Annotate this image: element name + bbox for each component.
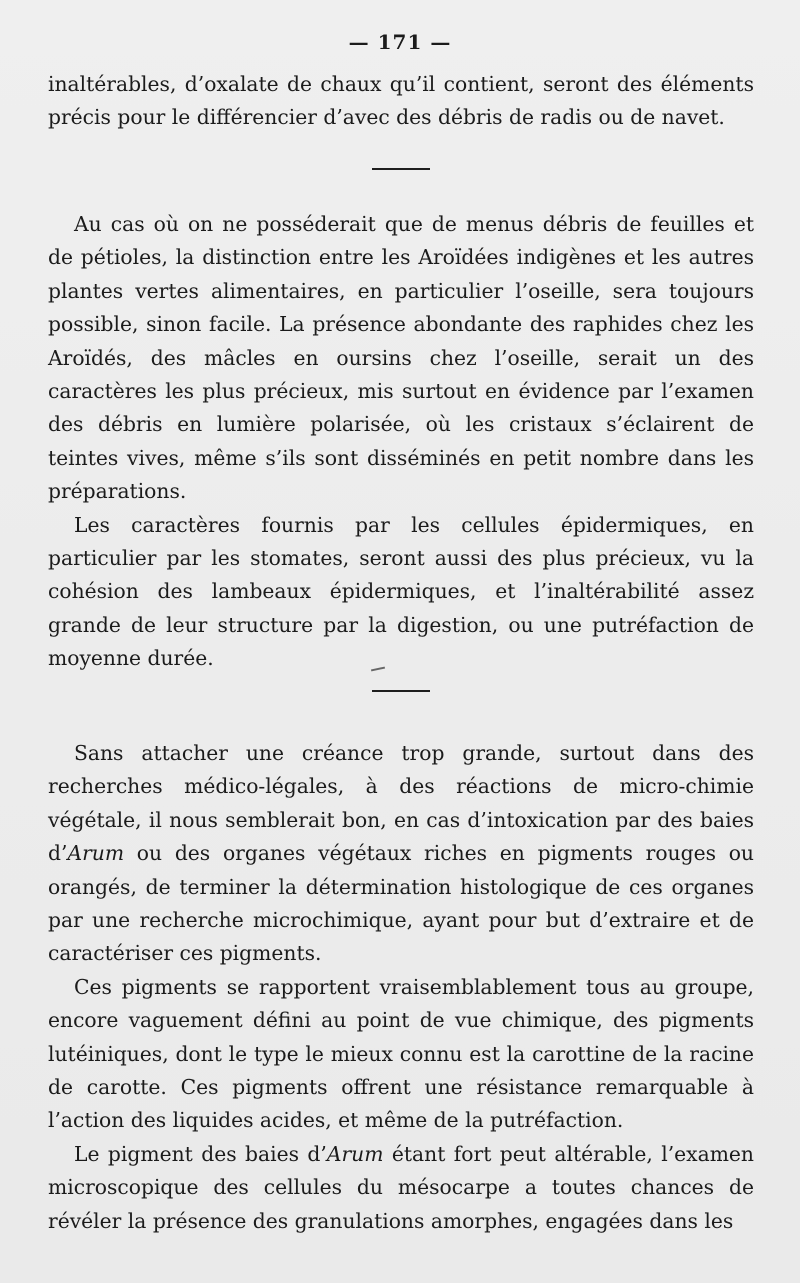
paragraph: Au cas où on ne posséderait que de menus débris de feuilles et de pétioles, la distinction entre les Aroïdées indigènes et les autres plantes vertes alimentaires, en particulier l’oseille, sera toujours possible, sinon facile. La présence abondante des raphides chez les Aroïdés, des mâcles en oursins chez l’oseille, serait un des caractères les plus précieux, mis surtout en évidence par l’examen des débris en lumière polarisée, où les cristaux s’éclairent de teintes vives, même s’ils sont disséminés en petit nombre dans les préparations.	[48, 212, 754, 504]
paragraph: Les caractères fournis par les cellules épidermiques, en particulier par les stomates, seront aussi des plus précieux, vu la cohésion des lambeaux épidermiques, et l’inaltérabilité assez grande de leur structure par la digestion, ou une putréfaction de moyenne durée.	[48, 512, 754, 671]
section-aroidees	[48, 208, 754, 676]
italic-term: Arum	[326, 1141, 384, 1166]
paragraph	[48, 1138, 754, 1238]
text-run: étant fort peut altérable, l’examen microscopique des cellules du mésocarpe a toutes chances de révéler la présence des granulations amorphes, engagées dans les	[48, 1141, 754, 1233]
section-pigments	[48, 737, 754, 1238]
text-run: ou des organes végétaux riches en pigments rouges ou orangés, de terminer la détermination histologique de ces organes par une recherche microchimique, ayant pour but d’extraire et de caractériser ces pigments.	[48, 841, 754, 966]
section-divider	[372, 168, 430, 170]
page-number: — 171 —	[348, 30, 452, 54]
paragraph: Ces pigments se rapportent vraisemblablement tous au groupe, encore vaguement défini au point de vue chimique, des pigments lutéiniques, dont le type le mieux connu est la carottine de la racine de carotte. Ces pigments offrent une résistance remarquable à l’action des liquides acides, et même de la putréfaction.	[48, 974, 754, 1133]
paragraph: inaltérables, d’oxalate de chaux qu’il contient, seront des éléments précis pour le différencier d’avec des débris de radis ou de navet.	[48, 72, 754, 130]
section-continuation	[48, 68, 754, 135]
text-run: Sans attacher une créance trop grande, surtout dans des recherches médico-légales, à des réactions de micro-chimie végétale, il nous semblerait bon, en cas d’intoxication par des baies d’	[48, 741, 754, 866]
paragraph	[48, 737, 754, 971]
text-run: Le pigment des baies d’	[74, 1141, 327, 1166]
italic-term: Arum	[67, 841, 125, 866]
section-divider	[372, 690, 430, 692]
